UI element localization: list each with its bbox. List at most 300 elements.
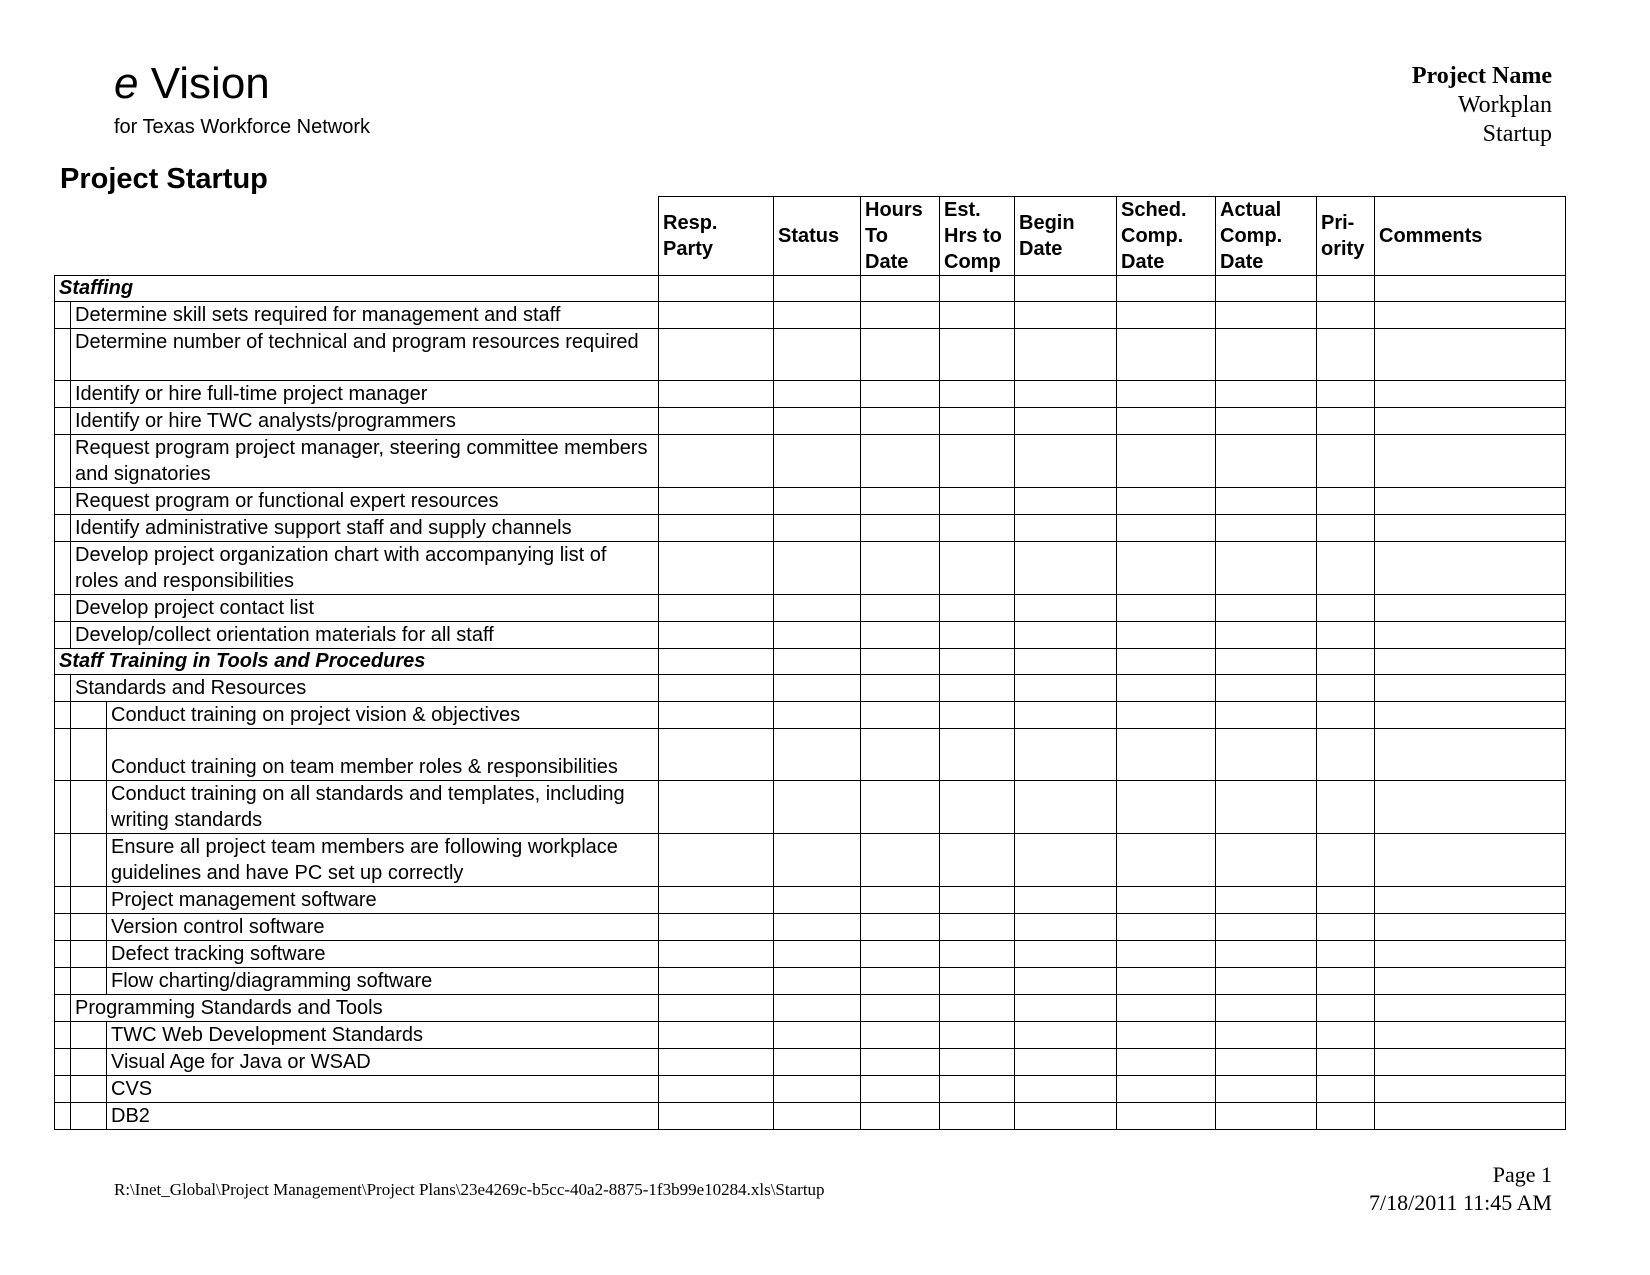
cell-empty[interactable] [940,408,1015,435]
cell-empty[interactable] [940,276,1015,302]
logo-text: Vision [150,59,270,108]
group-title: Standards and Resources [71,675,659,702]
cell-empty[interactable] [1015,276,1117,302]
group-row [55,675,1566,702]
task-label: Defect tracking software [107,941,659,968]
cell-empty[interactable] [1216,488,1317,515]
cell-empty[interactable] [940,995,1015,1022]
cell-empty[interactable] [861,1022,940,1049]
cell-empty[interactable] [659,834,774,887]
cell-empty[interactable] [861,649,940,675]
cell-empty[interactable] [1317,914,1375,941]
cell-empty[interactable] [774,276,861,302]
cell-empty[interactable] [1375,1049,1566,1076]
cell-empty[interactable] [659,515,774,542]
cell-empty[interactable] [940,488,1015,515]
cell-empty[interactable] [1015,435,1117,488]
cell-empty[interactable] [1375,968,1566,995]
indent-cell [55,435,71,488]
cell-empty[interactable] [1317,968,1375,995]
indent-cell [55,515,71,542]
col-hours-to-date: Hours To Date [861,197,940,276]
cell-empty[interactable] [861,968,940,995]
cell-empty[interactable] [774,649,861,675]
cell-empty[interactable] [1117,887,1216,914]
cell-empty[interactable] [1216,995,1317,1022]
cell-empty[interactable] [1015,702,1117,729]
cell-empty[interactable] [1375,941,1566,968]
task-row [55,329,1566,381]
cell-empty[interactable] [1117,781,1216,834]
cell-empty[interactable] [1216,1103,1317,1130]
cell-empty[interactable] [1317,302,1375,329]
cell-empty[interactable] [1015,302,1117,329]
cell-empty[interactable] [774,675,861,702]
cell-empty[interactable] [861,887,940,914]
cell-empty[interactable] [940,941,1015,968]
cell-empty[interactable] [940,302,1015,329]
cell-empty[interactable] [1375,729,1566,781]
task-row [55,1022,1566,1049]
col-sched-comp-date: Sched. Comp. Date [1117,197,1216,276]
cell-empty[interactable] [940,968,1015,995]
cell-empty[interactable] [1015,968,1117,995]
cell-empty[interactable] [940,542,1015,595]
cell-empty[interactable] [774,595,861,622]
cell-empty[interactable] [1375,995,1566,1022]
cell-empty[interactable] [774,781,861,834]
cell-empty[interactable] [1117,595,1216,622]
cell-empty[interactable] [940,1103,1015,1130]
cell-empty[interactable] [774,381,861,408]
cell-empty[interactable] [940,914,1015,941]
cell-empty[interactable] [940,729,1015,781]
cell-empty[interactable] [940,1076,1015,1103]
cell-empty[interactable] [1216,968,1317,995]
cell-empty[interactable] [1117,515,1216,542]
cell-empty[interactable] [1015,914,1117,941]
cell-empty[interactable] [659,675,774,702]
cell-empty[interactable] [774,1103,861,1130]
cell-empty[interactable] [1015,408,1117,435]
cell-empty[interactable] [1117,408,1216,435]
cell-empty[interactable] [940,515,1015,542]
cell-empty[interactable] [1216,595,1317,622]
cell-empty[interactable] [940,435,1015,488]
cell-empty[interactable] [774,995,861,1022]
indent-cell [55,914,71,941]
cell-empty[interactable] [659,1022,774,1049]
cell-empty[interactable] [774,887,861,914]
cell-empty[interactable] [659,302,774,329]
cell-empty[interactable] [1375,887,1566,914]
cell-empty[interactable] [659,941,774,968]
cell-empty[interactable] [659,702,774,729]
task-row [55,381,1566,408]
cell-empty[interactable] [1317,729,1375,781]
workplan-table [54,196,1566,1130]
cell-empty[interactable] [1216,781,1317,834]
cell-empty[interactable] [1375,381,1566,408]
indent-cell [55,381,71,408]
cell-empty[interactable] [1117,675,1216,702]
cell-empty[interactable] [1117,702,1216,729]
task-label: Conduct training on all standards and templates, including writing standards [107,781,659,834]
indent-cell [71,941,107,968]
cell-empty[interactable] [659,622,774,649]
cell-empty[interactable] [774,302,861,329]
col-status: Status [774,197,861,276]
cell-empty[interactable] [659,1076,774,1103]
cell-empty[interactable] [1015,1022,1117,1049]
cell-empty[interactable] [1015,542,1117,595]
cell-empty[interactable] [940,381,1015,408]
indent-cell [55,702,71,729]
task-row [55,435,1566,488]
cell-empty[interactable] [1375,542,1566,595]
cell-empty[interactable] [1317,276,1375,302]
file-path: R:\Inet_Global\Project Management\Project Plans\23e4269c-b5cc-40a2-8875-1f3b99e10284.xls\Startup [114,1180,825,1199]
task-label: Conduct training on project vision & objectives [107,702,659,729]
cell-empty[interactable] [659,276,774,302]
cell-empty[interactable] [940,702,1015,729]
cell-empty[interactable] [659,542,774,595]
cell-empty[interactable] [1117,302,1216,329]
cell-empty[interactable] [1317,1103,1375,1130]
col-resp-party: Resp. Party [659,197,774,276]
cell-empty[interactable] [774,729,861,781]
task-row [55,729,1566,781]
cell-empty[interactable] [1375,435,1566,488]
cell-empty[interactable] [1117,276,1216,302]
cell-empty[interactable] [1015,488,1117,515]
workplan-label: Workplan [1457,92,1552,118]
cell-empty[interactable] [1317,887,1375,914]
task-label: Develop project organization chart with accompanying list of roles and responsibilities [71,542,659,595]
cell-empty[interactable] [1015,329,1117,381]
cell-empty[interactable] [1317,542,1375,595]
cell-empty[interactable] [774,329,861,381]
cell-empty[interactable] [1216,515,1317,542]
cell-empty[interactable] [659,408,774,435]
cell-empty[interactable] [659,381,774,408]
cell-empty[interactable] [1216,381,1317,408]
header-right [1412,62,1552,149]
task-row [55,1076,1566,1103]
cell-empty[interactable] [1375,488,1566,515]
cell-empty[interactable] [861,595,940,622]
cell-empty[interactable] [659,729,774,781]
cell-empty[interactable] [861,488,940,515]
cell-empty[interactable] [861,729,940,781]
cell-empty[interactable] [1216,702,1317,729]
task-label: Determine number of technical and program resources required [71,329,659,381]
cell-empty[interactable] [774,488,861,515]
cell-empty[interactable] [1015,729,1117,781]
cell-empty[interactable] [659,968,774,995]
cell-empty[interactable] [861,622,940,649]
cell-empty[interactable] [1117,1049,1216,1076]
task-label: TWC Web Development Standards [107,1022,659,1049]
cell-empty[interactable] [1216,729,1317,781]
cell-empty[interactable] [1216,1049,1317,1076]
cell-empty[interactable] [861,408,940,435]
section-row [55,649,1566,675]
cell-empty[interactable] [861,542,940,595]
cell-empty[interactable] [1317,941,1375,968]
page-number: Page 1 [1492,1162,1552,1187]
cell-empty[interactable] [659,887,774,914]
cell-empty[interactable] [1216,435,1317,488]
task-row [55,622,1566,649]
task-label: Develop/collect orientation materials for all staff [71,622,659,649]
task-label: Request program project manager, steering committee members and signatories [71,435,659,488]
cell-empty[interactable] [1015,675,1117,702]
cell-empty[interactable] [1216,302,1317,329]
cell-empty[interactable] [861,329,940,381]
cell-empty[interactable] [659,995,774,1022]
indent-cell [71,1049,107,1076]
cell-empty[interactable] [940,1049,1015,1076]
cell-empty[interactable] [1015,515,1117,542]
cell-empty[interactable] [1317,595,1375,622]
task-row [55,542,1566,595]
cell-empty[interactable] [1216,941,1317,968]
cell-empty[interactable] [940,1022,1015,1049]
cell-empty[interactable] [1216,542,1317,595]
cell-empty[interactable] [659,781,774,834]
task-label: CVS [107,1076,659,1103]
cell-empty[interactable] [659,595,774,622]
cell-empty[interactable] [940,649,1015,675]
cell-empty[interactable] [1317,381,1375,408]
cell-empty[interactable] [1375,781,1566,834]
cell-empty[interactable] [1015,622,1117,649]
cell-empty[interactable] [1015,1076,1117,1103]
task-row [55,488,1566,515]
cell-empty[interactable] [861,781,940,834]
logo-e: e [114,59,139,108]
project-name: Project Name [1411,63,1552,89]
col-est-hrs: Est. Hrs to Comp [940,197,1015,276]
cell-empty[interactable] [774,1076,861,1103]
cell-empty[interactable] [1375,1103,1566,1130]
indent-cell [71,968,107,995]
cell-empty[interactable] [659,329,774,381]
cell-empty[interactable] [1117,914,1216,941]
cell-empty[interactable] [1015,1049,1117,1076]
cell-empty[interactable] [1216,329,1317,381]
cell-empty[interactable] [861,1049,940,1076]
cell-empty[interactable] [774,408,861,435]
cell-empty[interactable] [774,1022,861,1049]
cell-empty[interactable] [1117,1076,1216,1103]
cell-empty[interactable] [1375,1022,1566,1049]
cell-empty[interactable] [1015,887,1117,914]
cell-empty[interactable] [1317,1022,1375,1049]
indent-cell [71,1103,107,1130]
task-label: Flow charting/diagramming software [107,968,659,995]
cell-empty[interactable] [1375,675,1566,702]
cell-empty[interactable] [1375,622,1566,649]
indent-cell [55,941,71,968]
cell-empty[interactable] [1117,1022,1216,1049]
cell-empty[interactable] [1015,595,1117,622]
cell-empty[interactable] [1317,329,1375,381]
cell-empty[interactable] [1375,276,1566,302]
cell-empty[interactable] [861,515,940,542]
cell-empty[interactable] [1216,887,1317,914]
cell-empty[interactable] [940,622,1015,649]
cell-empty[interactable] [1317,488,1375,515]
cell-empty[interactable] [1015,649,1117,675]
cell-empty[interactable] [1317,1076,1375,1103]
task-row [55,302,1566,329]
cell-empty[interactable] [861,834,940,887]
cell-empty[interactable] [1317,408,1375,435]
cell-empty[interactable] [1015,1103,1117,1130]
cell-empty[interactable] [1375,515,1566,542]
cell-empty[interactable] [659,435,774,488]
cell-empty[interactable] [1317,515,1375,542]
cell-empty[interactable] [1375,595,1566,622]
cell-empty[interactable] [1317,834,1375,887]
cell-empty[interactable] [774,515,861,542]
indent-cell [71,914,107,941]
cell-empty[interactable] [1375,408,1566,435]
cell-empty[interactable] [774,702,861,729]
cell-empty[interactable] [861,302,940,329]
cell-empty[interactable] [1317,781,1375,834]
task-row [55,887,1566,914]
cell-empty[interactable] [774,542,861,595]
cell-empty[interactable] [861,702,940,729]
print-datetime: 7/18/2011 11:45 AM [1369,1190,1552,1215]
indent-cell [55,675,71,702]
cell-empty[interactable] [774,941,861,968]
cell-empty[interactable] [1117,995,1216,1022]
cell-empty[interactable] [1117,488,1216,515]
task-row [55,1049,1566,1076]
cell-empty[interactable] [940,887,1015,914]
cell-empty[interactable] [861,914,940,941]
cell-empty[interactable] [1216,622,1317,649]
cell-empty[interactable] [1117,941,1216,968]
cell-empty[interactable] [774,435,861,488]
section-row [55,276,1566,302]
task-label: Identify or hire TWC analysts/programmers [71,408,659,435]
cell-empty[interactable] [1375,329,1566,381]
cell-empty[interactable] [1216,675,1317,702]
cell-empty[interactable] [774,622,861,649]
cell-empty[interactable] [1375,834,1566,887]
cell-empty[interactable] [1117,381,1216,408]
cell-empty[interactable] [1117,329,1216,381]
cell-empty[interactable] [659,488,774,515]
cell-empty[interactable] [940,781,1015,834]
page-title: Project Startup [60,163,268,195]
cell-empty[interactable] [940,675,1015,702]
cell-empty[interactable] [1317,649,1375,675]
cell-empty[interactable] [1216,1076,1317,1103]
cell-empty[interactable] [861,1103,940,1130]
task-label: Identify or hire full-time project manager [71,381,659,408]
cell-empty[interactable] [659,649,774,675]
cell-empty[interactable] [774,914,861,941]
cell-empty[interactable] [1375,1076,1566,1103]
indent-cell [55,968,71,995]
cell-empty[interactable] [774,1049,861,1076]
cell-empty[interactable] [1317,1049,1375,1076]
cell-empty[interactable] [1375,302,1566,329]
cell-empty[interactable] [659,914,774,941]
cell-empty[interactable] [940,595,1015,622]
indent-cell [55,408,71,435]
cell-empty[interactable] [1117,729,1216,781]
cell-empty[interactable] [1216,914,1317,941]
task-label: Conduct training on team member roles & responsibilities [107,729,659,781]
cell-empty[interactable] [1015,381,1117,408]
cell-empty[interactable] [1317,435,1375,488]
group-row [55,995,1566,1022]
task-row [55,968,1566,995]
cell-empty[interactable] [1117,834,1216,887]
indent-cell [55,622,71,649]
cell-empty[interactable] [1216,408,1317,435]
cell-empty[interactable] [1216,834,1317,887]
task-row [55,1103,1566,1130]
cell-empty[interactable] [940,329,1015,381]
cell-empty[interactable] [1015,995,1117,1022]
cell-empty[interactable] [1317,702,1375,729]
cell-empty[interactable] [940,834,1015,887]
cell-empty[interactable] [861,995,940,1022]
cell-empty[interactable] [1216,1022,1317,1049]
cell-empty[interactable] [1317,675,1375,702]
cell-empty[interactable] [1375,914,1566,941]
cell-empty[interactable] [659,1049,774,1076]
cell-empty[interactable] [1216,276,1317,302]
cell-empty[interactable] [1015,941,1117,968]
cell-empty[interactable] [1015,834,1117,887]
cell-empty[interactable] [861,276,940,302]
cell-empty[interactable] [1216,649,1317,675]
task-label: Ensure all project team members are following workplace guidelines and have PC set up correctly [107,834,659,887]
indent-cell [55,887,71,914]
cell-empty[interactable] [1317,622,1375,649]
cell-empty[interactable] [861,381,940,408]
cell-empty[interactable] [1117,435,1216,488]
cell-empty[interactable] [1015,781,1117,834]
cell-empty[interactable] [774,834,861,887]
cell-empty[interactable] [1375,649,1566,675]
cell-empty[interactable] [861,1076,940,1103]
cell-empty[interactable] [1375,702,1566,729]
cell-empty[interactable] [774,968,861,995]
task-label: Visual Age for Java or WSAD [107,1049,659,1076]
cell-empty[interactable] [1117,1103,1216,1130]
cell-empty[interactable] [659,1103,774,1130]
cell-empty[interactable] [861,941,940,968]
cell-empty[interactable] [1317,995,1375,1022]
cell-empty[interactable] [861,435,940,488]
cell-empty[interactable] [1117,542,1216,595]
cell-empty[interactable] [1117,649,1216,675]
cell-empty[interactable] [1117,968,1216,995]
task-label: Determine skill sets required for management and staff [71,302,659,329]
cell-empty[interactable] [861,675,940,702]
cell-empty[interactable] [1117,622,1216,649]
